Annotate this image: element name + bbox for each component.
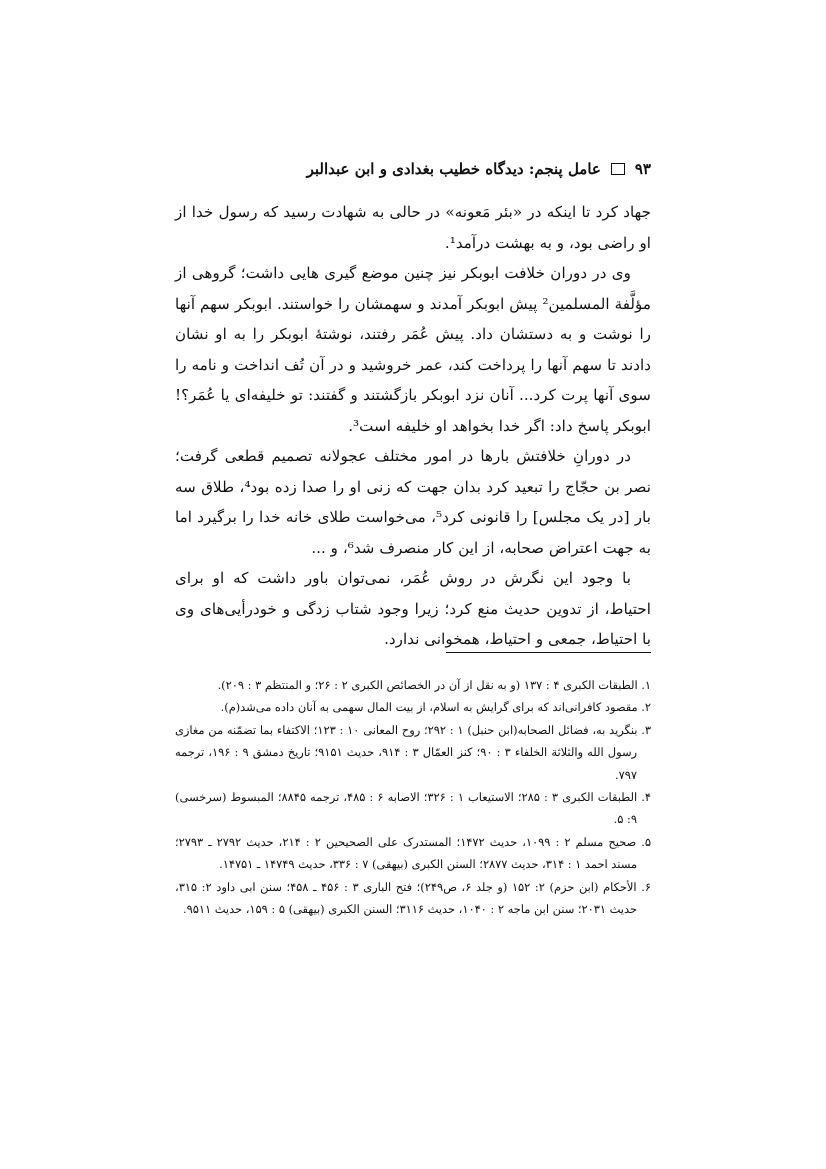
footnote-1: ۱. الطبقات الکبری ۴ : ۱۳۷ (و به نقل از آن در الخصائص الکبری ۲ : ۲۶؛ و المنتظم ۳ : ۲۰۹). — [217, 678, 651, 692]
paragraph-3: در دورانِ خلافتش بارها در امور مختلف عجولانه تصمیم قطعی گرفت؛ نصر بن حجّاج را تبعید کرد بدان جهت که زنی او را صدا زده بود⁴، طلاق سه بار [در یک مجلس] را قانونی کرد⁵، می‌خواست طلای خانه خدا را برگیرد اما به جهت اعتراض صحابه، از این کار منصرف شد⁶، و ... — [175, 447, 651, 557]
footnote-5: ۵. صحیح مسلم ۲ : ۱۰۹۹، حدیث ۱۴۷۲؛ المستدرک علی الصحیحین ۲ : ۲۱۴، حدیث ۲۷۹۲ ـ ۲۷۹۳؛ مسند احمد ۱ : ۳۱۴، حدیث ۲۸۷۷؛ السنن الکبری (بیهقی) ۷ : ۳۳۶، حدیث ۱۴۷۴۹ ـ ۱۴۷۵۱. — [175, 834, 651, 872]
paragraph-4: با وجود این نگرش در روش عُمَر، نمی‌توان باور داشت که او برای احتیاط، از تدوین حدیث منع کرد؛ زیرا وجود شتاب زدگی و خودرأیی‌های وی با احتیاط، جمعی و احتیاط، همخوانی ندارد. — [175, 569, 651, 648]
header-square-icon — [611, 163, 625, 175]
footnote-separator — [446, 652, 651, 653]
paragraph-2: وی در دوران خلافت ابوبکر نیز چنین موضع گیری هایی داشت؛ گروهی از مؤلَّفة المسلمین² پیش ابوبکر آمدند و سهمشان را خواستند. ابوبکر سهم آنها را نوشت و به دستشان داد. پیش عُمَر رفتند، نوشتهٔ ابوبکر را به او نشان دادند تا سهم آنها را پرداخت کند، عمر خروشید و در آن تُف انداخت و نامه را سوی آنها پرت کرد... آنان نزد ابوبکر بازگشتند و گفتند: تو خلیفه‌ای یا عُمَر؟! ابوبکر پاسخ داد: اگر خدا بخواهد او خلیفه است³. — [175, 264, 651, 435]
footnote-2: ۲. مقصود کافرانی‌اند که برای گرایش به اسلام، از بیت المال سهمی به آنان داده می‌شد(م). — [220, 700, 651, 715]
paragraph-1: جهاد کرد تا اینکه در «بئر مَعونه» در حالی به شهادت رسید که رسول خدا از او راضی بود، و به بهشت درآمد¹. — [175, 203, 651, 252]
running-header — [175, 155, 651, 183]
footnote-3: ۳. بنگرید به، فضائل الصحابه(ابن حنبل) ۱ : ۲۹۲؛ روح المعانی ۱۰ : ۱۲۳؛ الاکتفاء بما تضمّنه من مغازی رسول الله والثلاثة الخلفاء ۳ : ۹۰؛ کنز العمّال ۳ : ۹۱۴، حدیث ۹۱۵۱؛ تاریخ دمشق ۹ : ۱۹۶، ترجمه ۷۹۷. — [175, 722, 651, 782]
footnote-4: ۴. الطبقات الکبری ۳ : ۲۸۵؛ الاستیعاب ۱ : ۳۲۶؛ الاصابه ۶ : ۴۸۵، ترجمه ۸۸۴۵؛ المبسوط (سرخسی) ۹: ۵. — [175, 790, 651, 827]
main-text — [175, 197, 651, 655]
running-title: عامل پنجم: دیدگاه خطیب بغدادی و ابن عبدالبر — [306, 160, 601, 178]
footnotes — [175, 674, 651, 920]
page-number: ۹۳ — [634, 160, 651, 178]
footnote-6: ۶. الأحکام (ابن حزم) ۲: ۱۵۲ (و جلد ۶، ص۲۴۹)؛ فتح الباری ۳ : ۴۵۶ ـ ۴۵۸؛ سنن ابی داود ۲: ۳۱۵، حدیث ۲۰۳۱؛ سنن ابن ماجه ۲ : ۱۰۴۰، حدیث ۳۱۱۶؛ السنن الکبری (بیهقی) ۵ : ۱۵۹، حدیث ۹۵۱۱. — [175, 879, 651, 917]
